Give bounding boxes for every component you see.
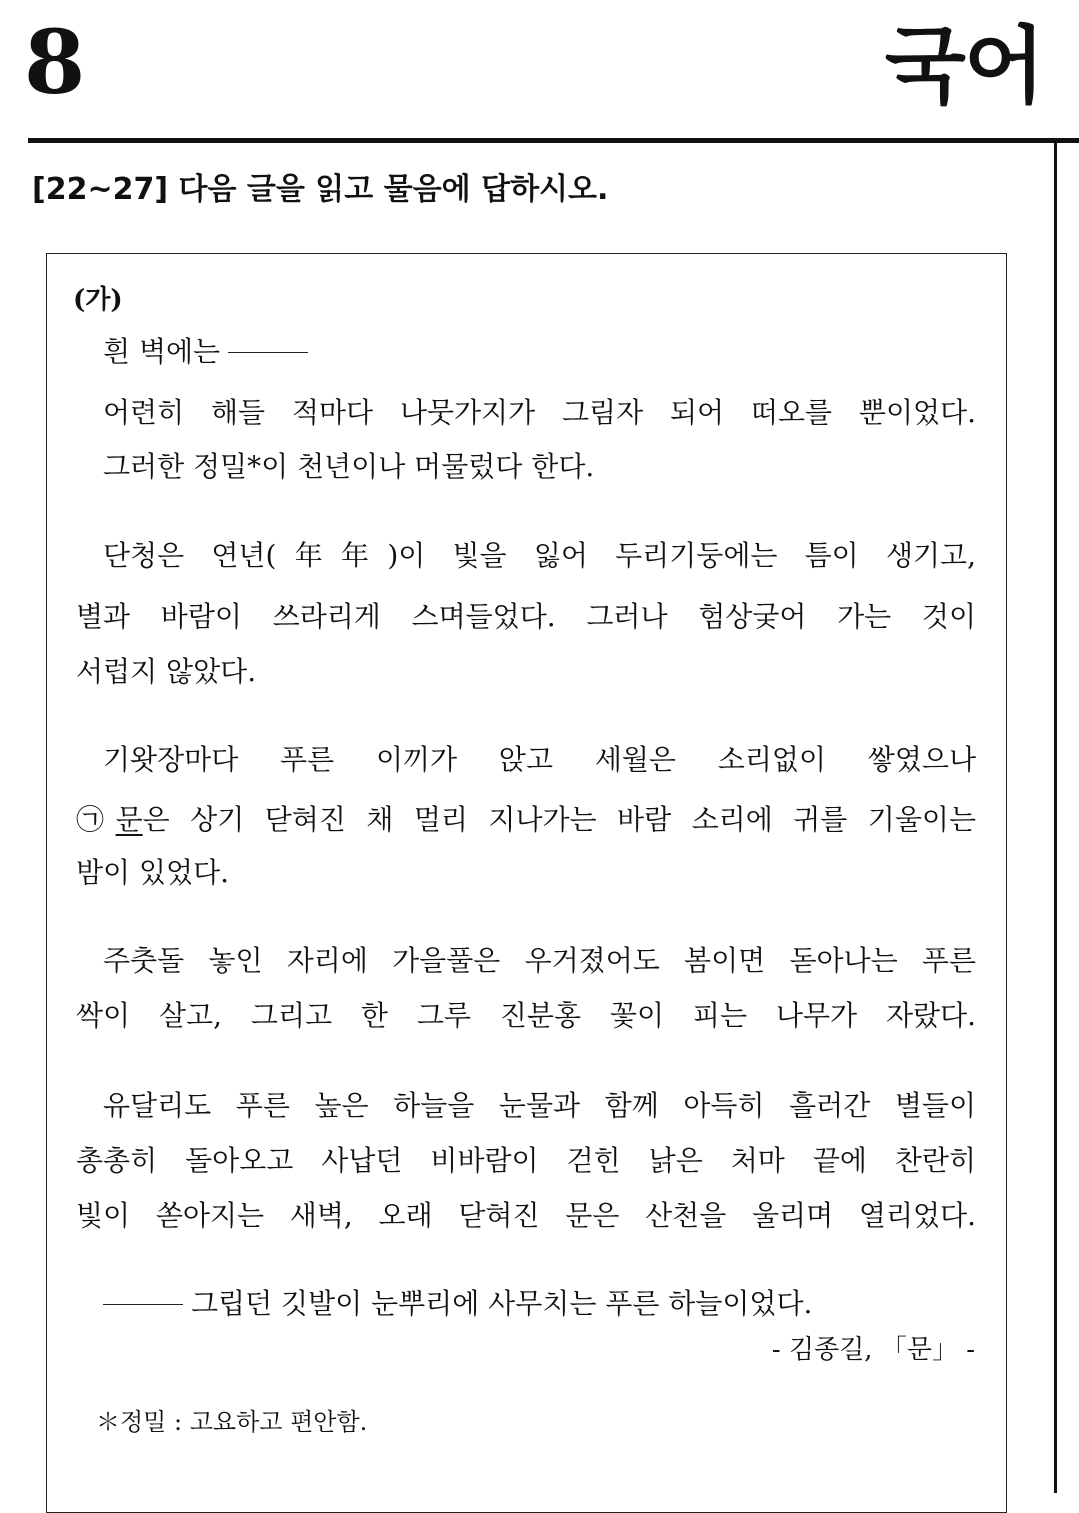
annotation-marker: ㉠ <box>76 803 116 836</box>
poem-line <box>76 800 976 840</box>
poem-line <box>76 332 976 372</box>
poem-line: 서럽지 않았다. <box>76 655 257 688</box>
underlined-word: 문 <box>115 803 143 836</box>
footnote: ＊정밀 : 고요하고 편안함. <box>96 1408 368 1436</box>
poem-line: 빛이 쏟아지는 새벽, 오래 닫혀진 문은 산천을 울리며 열리었다. <box>76 1199 976 1232</box>
poem-line-text: 흰 벽에는 <box>103 335 221 368</box>
poem-line: 그러한 정밀*이 천년이나 머물렀다 한다. <box>103 450 595 483</box>
poem-line <box>76 1284 976 1324</box>
poem-line: 단청은 연년(年年)이 빛을 잃어 두리기둥에는 틈이 생기고, <box>103 539 976 572</box>
poem-line-text: 그립던 깃발이 눈뿌리에 사무치는 푸른 하늘이었다. <box>191 1287 813 1320</box>
em-dash <box>228 352 308 353</box>
page-number: 8 <box>24 10 86 114</box>
column-divider <box>1054 143 1057 1493</box>
header-divider <box>28 138 1079 143</box>
poem-line: 기왓장마다 푸른 이끼가 앉고 세월은 소리없이 쌓였으나 <box>103 743 976 776</box>
em-dash <box>103 1304 183 1305</box>
poem-line: 주춧돌 놓인 자리에 가을풀은 우거졌어도 봄이면 돋아나는 푸른 <box>103 944 976 977</box>
poem-line: 어련히 해들 적마다 나뭇가지가 그림자 되어 떠오를 뿐이었다. <box>103 396 976 429</box>
attribution: - 김종길, 「문」 - <box>771 1335 975 1365</box>
poem-line: 밤이 있었다. <box>76 856 230 889</box>
poem-line: 유달리도 푸른 높은 하늘을 눈물과 함께 아득히 흘러간 별들이 <box>103 1089 976 1122</box>
question-instruction: [22~27] 다음 글을 읽고 물음에 답하시오. <box>32 172 609 207</box>
poem-line: 별과 바람이 쓰라리게 스며들었다. 그러나 험상궂어 가는 것이 <box>76 600 976 633</box>
poem-line-text: 은 상기 닫혀진 채 멀리 지나가는 바람 소리에 귀를 기울이는 <box>142 803 976 836</box>
subject-title: 국어 <box>884 17 1043 115</box>
poem-line: 총총히 돌아오고 사납던 비바람이 걷힌 낡은 처마 끝에 찬란히 <box>76 1144 976 1177</box>
passage-label: (가) <box>73 285 123 315</box>
poem-line: 싹이 살고, 그리고 한 그루 진분홍 꽃이 피는 나무가 자랐다. <box>76 999 976 1032</box>
